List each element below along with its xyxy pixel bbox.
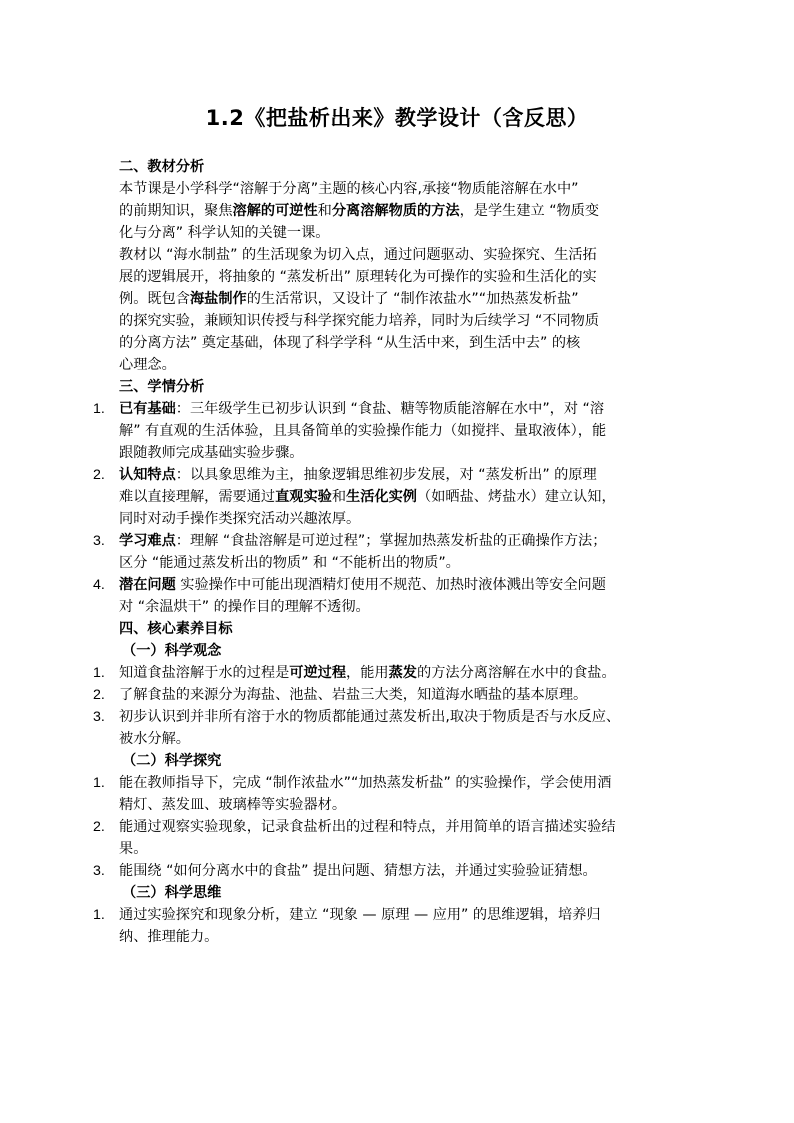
list-item [93,860,681,882]
text-line: 能围绕 “如何分离水中的食盐” 提出问题、猜想方法，并通过实验验证猜想。 [119,863,597,879]
list-number: 3. [93,533,105,549]
text-span: 知道食盐溶解于水的过程是 [119,665,290,681]
bold-text: 生活化实例 [346,489,417,505]
text-span: 和 [317,203,332,219]
section-heading-textbook-analysis: 二、教材分析 [119,159,205,175]
list-number: 1. [93,907,105,923]
text-line: 的探究实验，兼顾知识传授与科学探究能力培养，同时为后续学习 “不同物质 [119,313,600,329]
list-item [93,464,681,530]
list-number: 2. [93,819,105,835]
paragraph-textbook-1 [119,178,681,244]
science-thinking-list [93,904,681,948]
bold-text: 分离溶解物质的方法 [331,203,460,219]
document-title: 1.2《把盐析出来》教学设计（含反思） [205,106,589,130]
text-line: 果。 [119,841,148,857]
text-line: 跟随教师完成基础实验步骤。 [119,445,304,461]
text-span: ，是学生建立 “物质变 [459,203,600,219]
list-number: 1. [93,401,105,417]
list-item [93,904,681,948]
list-number: 2. [93,467,105,483]
text-span: ：理解 “食盐溶解是可逆过程”；掌握加热蒸发析盐的正确操作方法； [175,533,607,549]
bold-text: 潜在问题 [119,577,176,593]
text-span: ：以具象思维为主，抽象逻辑思维初步发展，对 “蒸发析出” 的原理 [175,467,597,483]
text-line: 展的逻辑展开，将抽象的 “蒸发析出” 原理转化为可操作的实验和生活化的实 [119,269,597,285]
document-body [93,156,681,948]
list-number: 2. [93,687,105,703]
text-line [119,574,681,596]
text-line: 同时对动手操作类探究活动兴趣浓厚。 [119,511,361,527]
bold-text: 直观实验 [275,489,332,505]
list-number: 4. [93,577,105,593]
text-line: 本节课是小学科学“溶解于分离”主题的核心内容,承接“物质能溶解在水中” [119,181,579,197]
bold-text: 溶解的可逆性 [232,203,318,219]
list-item [93,684,681,706]
text-span: ：三年级学生已初步认识到 “食盐、糖等物质能溶解在水中”，对 “溶 [175,401,605,417]
bold-text: 学习难点 [119,533,176,549]
text-span: 难以直接理解，需要通过 [119,489,276,505]
list-item [93,398,681,464]
text-line: 了解食盐的来源分为海盐、池盐、岩盐三大类，知道海水晒盐的基本原理。 [119,687,588,703]
text-line: 心理念。 [119,357,176,373]
text-line: 通过实验探究和现象分析，建立 “现象 — 原理 — 应用” 的思维逻辑，培养归 [119,907,601,923]
list-item [93,772,681,816]
list-number: 1. [93,775,105,791]
text-span: 的生活常识，又设计了 “制作浓盐水”“加热蒸发析盐” [246,291,579,307]
section-heading-learner-analysis: 三、学情分析 [119,379,205,395]
text-span: 的方法分离溶解在水中的食盐。 [417,665,616,681]
text-line [119,662,681,684]
text-line: 被水分解。 [119,731,190,747]
learner-analysis-list [93,398,681,618]
text-line [119,464,681,486]
list-item [93,706,681,750]
text-line [119,288,681,310]
text-span: 实验操作中可能出现酒精灯使用不规范、加热时液体溅出等安全问题 [175,577,606,593]
bold-text: 蒸发 [388,665,417,681]
text-line: 化与分离” 科学认知的关键一课。 [119,225,330,241]
text-span: 例。既包含 [119,291,190,307]
text-line [119,486,681,508]
bold-text: 认知特点 [119,467,176,483]
text-line: 纳、推理能力。 [119,929,219,945]
list-item [93,816,681,860]
text-span: 和 [331,489,347,505]
text-line: 能在教师指导下，完成 “制作浓盐水”“加热蒸发析盐” 的实验操作，学会使用酒 [119,775,612,791]
text-line: 区分 “能通过蒸发析出的物质” 和 “不能析出的物质”。 [119,555,460,571]
list-item [93,574,681,618]
text-line: 的分离方法” 奠定基础，体现了科学学科 “从生活中来，到生活中去” 的核 [119,335,581,351]
text-line [119,530,681,552]
science-concept-list [93,662,681,750]
list-number: 3. [93,709,105,725]
bold-text: 已有基础 [119,401,176,417]
subheading-science-concept: （一）科学观念 [122,643,222,659]
subheading-science-inquiry: （二）科学探究 [122,753,222,769]
section-heading-core-literacy: 四、核心素养目标 [119,621,233,637]
text-span: （如晒盐、烤盐水）建立认知， [417,489,616,505]
subheading-science-thinking: （三）科学思维 [122,885,222,901]
text-span: ，能用 [346,665,389,681]
text-line: 解” 有直观的生活体验，且具备简单的实验操作能力（如搅拌、量取液体），能 [119,423,607,439]
list-item [93,530,681,574]
text-line: 教材以 “海水制盐” 的生活现象为切入点，通过问题驱动、实验探究、生活拓 [119,247,597,263]
text-line: 对 “余温烘干” 的操作目的理解不透彻。 [119,599,370,615]
list-number: 3. [93,863,105,879]
list-number: 1. [93,665,105,681]
text-line [119,398,681,420]
science-inquiry-list [93,772,681,882]
text-line [119,200,681,222]
text-line: 初步认识到并非所有溶于水的物质都能通过蒸发析出,取决于物质是否与水反应、 [119,709,621,725]
list-item [93,662,681,684]
bold-text: 海盐制作 [189,291,247,307]
text-span: 的前期知识，聚焦 [119,203,233,219]
text-line: 能通过观察实验现象，记录食盐析出的过程和特点，并用简单的语言描述实验结 [119,819,616,835]
text-line: 精灯、蒸发皿、玻璃棒等实验器材。 [119,797,347,813]
bold-text: 可逆过程 [289,665,347,681]
paragraph-textbook-2 [119,244,681,376]
